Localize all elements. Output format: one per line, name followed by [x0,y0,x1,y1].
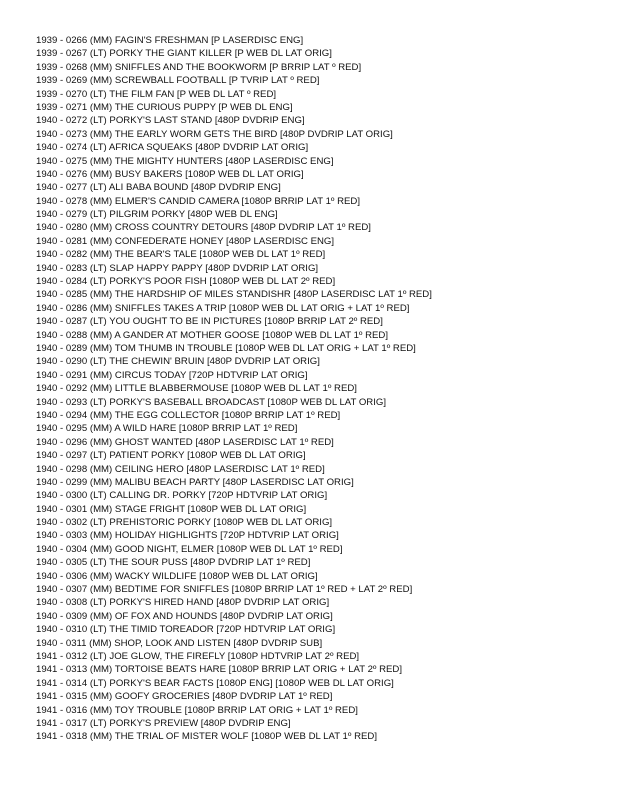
catalog-entry: 1940 - 0276 (MM) BUSY BAKERS [1080P WEB DL LAT ORIG] [36,168,304,180]
catalog-entry: 1940 - 0294 (MM) THE EGG COLLECTOR [1080P BRRIP LAT 1º RED] [36,409,341,421]
catalog-entry: 1940 - 0274 (LT) AFRICA SQUEAKS [480P DVDRIP LAT ORIG] [36,142,309,154]
catalog-entry: 1940 - 0297 (LT) PATIENT PORKY [1080P WEB DL LAT ORIG] [36,450,306,462]
catalog-entry: 1939 - 0270 (LT) THE FILM FAN [P WEB DL LAT º RED] [36,88,277,100]
catalog-entry: 1939 - 0267 (LT) PORKY THE GIANT KILLER [P WEB DL LAT ORIG] [36,48,332,60]
catalog-entry: 1940 - 0282 (MM) THE BEAR'S TALE [1080P WEB DL LAT 1º RED] [36,249,326,261]
catalog-entry: 1940 - 0311 (MM) SHOP, LOOK AND LISTEN [480P DVDRIP SUB] [36,637,323,649]
catalog-entry: 1940 - 0284 (LT) PORKY'S POOR FISH [1080P WEB DL LAT 2º RED] [36,276,336,288]
catalog-entry: 1940 - 0287 (LT) YOU OUGHT TO BE IN PICTURES [1080P BRRIP LAT 2º RED] [36,316,383,328]
catalog-entry: 1940 - 0292 (MM) LITTLE BLABBERMOUSE [1080P WEB DL LAT 1º RED] [36,383,357,395]
catalog-entry: 1940 - 0279 (LT) PILGRIM PORKY [480P WEB DL ENG] [36,209,278,221]
catalog-entry: 1940 - 0273 (MM) THE EARLY WORM GETS THE BIRD [480P DVDRIP LAT ORIG] [36,128,393,140]
catalog-entry: 1941 - 0315 (MM) GOOFY GROCERIES [480P DVDRIP LAT 1º RED] [36,691,333,703]
catalog-entry: 1940 - 0272 (LT) PORKY'S LAST STAND [480P DVDRIP ENG] [36,115,305,127]
catalog-entry: 1940 - 0278 (MM) ELMER'S CANDID CAMERA [1080P BRRIP LAT 1º RED] [36,195,360,207]
catalog-entry: 1940 - 0295 (MM) A WILD HARE [1080P BRRIP LAT 1º RED] [36,423,298,435]
catalog-entry: 1940 - 0280 (MM) CROSS COUNTRY DETOURS [480P DVDRIP LAT 1º RED] [36,222,371,234]
catalog-entry: 1940 - 0288 (MM) A GANDER AT MOTHER GOOSE [1080P WEB DL LAT 1º RED] [36,329,389,341]
catalog-entry: 1940 - 0277 (LT) ALI BABA BOUND [480P DVDRIP ENG] [36,182,281,194]
catalog-entry: 1940 - 0298 (MM) CEILING HERO [480P LASERDISC LAT 1º RED] [36,463,325,475]
catalog-entry: 1940 - 0299 (MM) MALIBU BEACH PARTY [480P LASERDISC LAT ORIG] [36,476,354,488]
catalog-entry: 1941 - 0317 (LT) PORKY'S PREVIEW [480P DVDRIP ENG] [36,717,291,729]
catalog-entry: 1940 - 0281 (MM) CONFEDERATE HONEY [480P LASERDISC ENG] [36,235,335,247]
catalog-entry: 1939 - 0271 (MM) THE CURIOUS PUPPY [P WEB DL ENG] [36,101,293,113]
catalog-entry: 1940 - 0310 (LT) THE TIMID TOREADOR [720P HDTVRIP LAT ORIG] [36,624,336,636]
catalog-entry: 1941 - 0318 (MM) THE TRIAL OF MISTER WOLF [1080P WEB DL LAT 1º RED] [36,731,377,743]
catalog-entry: 1940 - 0300 (LT) CALLING DR. PORKY [720P HDTVRIP LAT ORIG] [36,490,328,502]
catalog-entry: 1940 - 0303 (MM) HOLIDAY HIGHLIGHTS [720P HDTVRIP LAT ORIG] [36,530,339,542]
catalog-entry: 1940 - 0286 (MM) SNIFFLES TAKES A TRIP [1080P WEB DL LAT ORIG + LAT 1º RED] [36,302,410,314]
catalog-entry: 1941 - 0313 (MM) TORTOISE BEATS HARE [1080P BRRIP LAT ORIG + LAT 2º RED] [36,664,402,676]
catalog-entry: 1939 - 0266 (MM) FAGIN'S FRESHMAN [P LASERDISC ENG] [36,35,304,46]
catalog-entry: 1940 - 0275 (MM) THE MIGHTY HUNTERS [480P LASERDISC ENG] [36,155,334,167]
catalog-entry: 1941 - 0312 (LT) JOE GLOW, THE FIREFLY [1080P HDTVRIP LAT 2º RED] [36,650,360,662]
catalog-entry: 1940 - 0301 (MM) STAGE FRIGHT [1080P WEB DL LAT ORIG] [36,503,307,515]
catalog-entry: 1940 - 0291 (MM) CIRCUS TODAY [720P HDTVRIP LAT ORIG] [36,369,308,381]
catalog-entry: 1940 - 0289 (MM) TOM THUMB IN TROUBLE [1080P WEB DL LAT ORIG + LAT 1º RED] [36,342,416,354]
catalog-entry: 1940 - 0285 (MM) THE HARDSHIP OF MILES STANDISHR [480P LASERDISC LAT 1º RED] [36,289,432,301]
catalog-entry: 1940 - 0290 (LT) THE CHEWIN' BRUIN [480P DVDRIP LAT ORIG] [36,356,320,368]
catalog-entry: 1940 - 0283 (LT) SLAP HAPPY PAPPY [480P DVDRIP LAT ORIG] [36,262,319,274]
catalog-entry: 1940 - 0308 (LT) PORKY'S HIRED HAND [480P DVDRIP LAT ORIG] [36,597,330,609]
catalog-entry: 1940 - 0309 (MM) OF FOX AND HOUNDS [480P DVDRIP LAT ORIG] [36,610,333,622]
catalog-entry: 1939 - 0268 (MM) SNIFFLES AND THE BOOKWORM [P BRRIP LAT º RED] [36,61,362,73]
catalog-entry: 1939 - 0269 (MM) SCREWBALL FOOTBALL [P TVRIP LAT º RED] [36,75,320,87]
catalog-entry: 1941 - 0314 (LT) PORKY'S BEAR FACTS [1080P ENG] [1080P WEB DL LAT ORIG] [36,677,394,689]
catalog-entry: 1940 - 0304 (MM) GOOD NIGHT, ELMER [1080P WEB DL LAT 1º RED] [36,543,343,555]
document-page [36,34,606,744]
catalog-entry: 1941 - 0316 (MM) TOY TROUBLE [1080P BRRIP LAT ORIG + LAT 1º RED] [36,704,358,716]
catalog-entry: 1940 - 0293 (LT) PORKY'S BASEBALL BROADCAST [1080P WEB DL LAT ORIG] [36,396,387,408]
catalog-entry: 1940 - 0306 (MM) WACKY WILDLIFE [1080P WEB DL LAT ORIG] [36,570,318,582]
catalog-entry: 1940 - 0302 (LT) PREHISTORIC PORKY [1080P WEB DL LAT ORIG] [36,517,333,529]
catalog-entry: 1940 - 0307 (MM) BEDTIME FOR SNIFFLES [1080P BRRIP LAT 1º RED + LAT 2º RED] [36,584,413,596]
catalog-entry: 1940 - 0305 (LT) THE SOUR PUSS [480P DVDRIP LAT 1º RED] [36,557,311,569]
catalog-entry: 1940 - 0296 (MM) GHOST WANTED [480P LASERDISC LAT 1º RED] [36,436,334,448]
